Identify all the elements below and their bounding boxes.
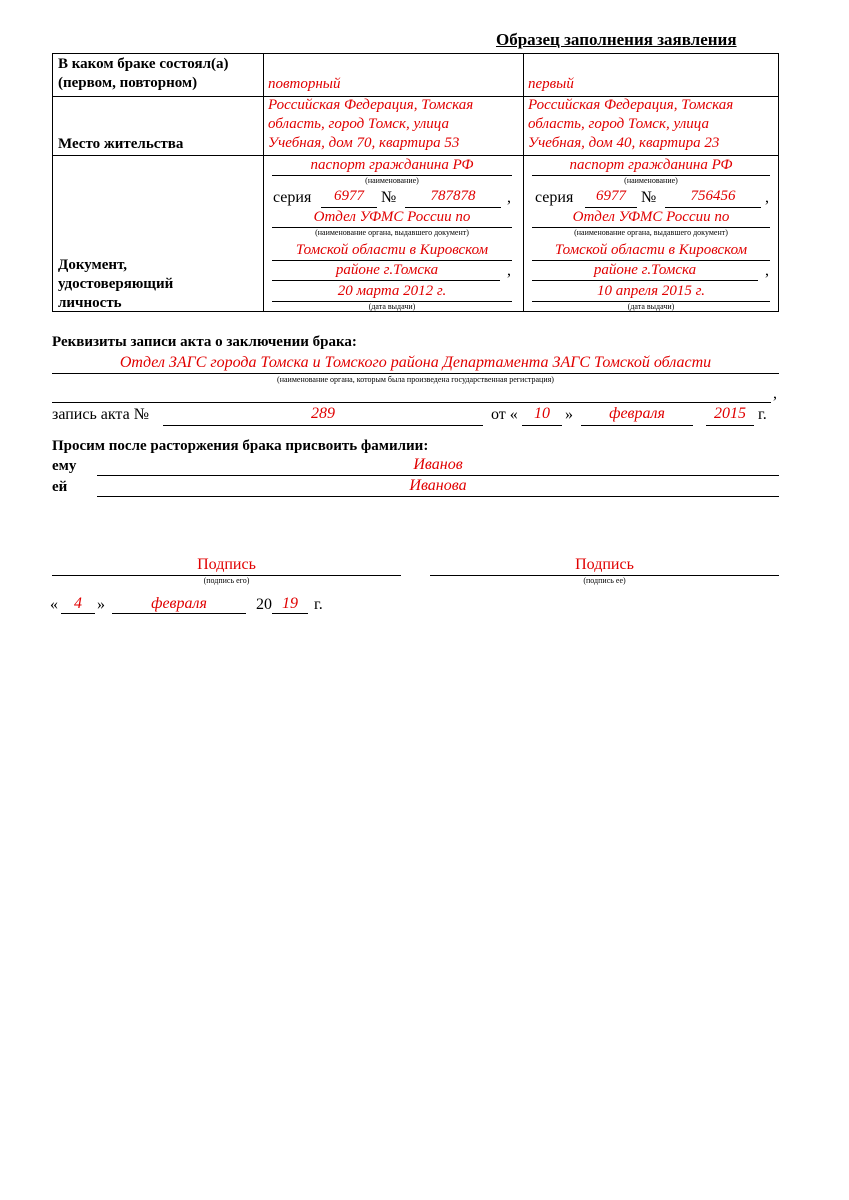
him-address-line: область, город Томск, улица [268, 116, 449, 132]
record-day: 10 [534, 405, 550, 422]
her-issuer-comma: , [765, 262, 769, 279]
her-issuer-line2: Томской области в Кировском [554, 242, 748, 258]
marriage-type-sublabel: (первом, повторном) [58, 75, 198, 91]
record-from-label: от « [491, 406, 518, 423]
record-number-label: запись акта № [52, 406, 149, 423]
registration-authority: Отдел ЗАГС города Томска и Томского района Департамента ЗАГС Томской области [119, 354, 712, 371]
marriage-record-heading: Реквизиты записи акта о заключении брака: [52, 334, 357, 350]
page-title: Образец заполнения заявления [496, 30, 737, 49]
him-issuer-line3: районе г.Томска [335, 262, 439, 278]
him-series-label: серия [273, 189, 312, 206]
her-issuer-line1: Отдел УФМС России по [572, 209, 730, 225]
him-signature: Подпись [197, 556, 256, 573]
her-date-caption: (дата выдачи) [627, 302, 675, 311]
him-comma: , [507, 189, 511, 206]
him-doc-name-caption: (наименование) [365, 176, 419, 185]
her-issue-date: 10 апреля 2015 г. [597, 283, 705, 299]
record-year-suffix: г. [758, 406, 767, 423]
him-series-value: 6977 [334, 188, 364, 204]
her-surname-label: ей [52, 479, 68, 495]
him-date-caption: (дата выдачи) [368, 302, 416, 311]
her-surname-value: Иванова [409, 477, 467, 494]
him-marriage-value: повторный [268, 76, 341, 92]
him-issuer-caption: (наименование органа, выдавшего документ) [315, 228, 469, 237]
him-number-label: № [381, 189, 397, 206]
date-g: г. [314, 596, 323, 613]
her-marriage-value: первый [528, 76, 574, 92]
id-document-label: личность [58, 295, 122, 311]
her-address-line: Российская Федерация, Томская [528, 97, 734, 113]
record-month: февраля [609, 405, 665, 422]
her-number-label: № [641, 189, 657, 206]
him-address-line: Учебная, дом 70, квартира 53 [268, 135, 460, 151]
record-year: 2015 [714, 405, 746, 422]
him-issue-date: 20 марта 2012 г. [337, 283, 447, 299]
date-close-quote: » [97, 596, 105, 613]
him-issuer-line1: Отдел УФМС России по [313, 209, 471, 225]
him-signature-caption: (подпись его) [203, 576, 250, 585]
her-address-line: область, город Томск, улица [528, 116, 709, 132]
him-issuer-comma: , [507, 262, 511, 279]
registration-authority-caption: (наименование органа, которым была произведена государственная регистрация) [277, 375, 554, 384]
date-year-suffix: 19 [282, 595, 298, 612]
her-signature: Подпись [575, 556, 634, 573]
record-quote-close: » [565, 406, 573, 423]
date-month: февраля [151, 595, 207, 612]
him-surname-value: Иванов [413, 456, 463, 473]
id-document-label: Документ, [58, 257, 128, 273]
date-open-quote: « [50, 596, 58, 613]
her-doc-name: паспорт гражданина РФ [569, 157, 733, 173]
her-signature-caption: (подпись ее) [583, 576, 626, 585]
her-address-line: Учебная, дом 40, квартира 23 [528, 135, 720, 151]
her-issuer-line3: районе г.Томска [593, 262, 697, 278]
her-series-value: 6977 [596, 188, 626, 204]
record-number-value: 289 [311, 405, 335, 422]
her-issuer-caption: (наименование органа, выдавшего документ) [574, 228, 728, 237]
him-surname-label: ему [52, 458, 77, 474]
marriage-type-label: В каком браке состоял(а) [58, 56, 229, 72]
id-document-label: удостоверяющий [58, 276, 174, 292]
him-address-line: Российская Федерация, Томская [268, 97, 474, 113]
authority-comma: , [773, 385, 777, 402]
surnames-heading: Просим после расторжения брака присвоить фамилии: [52, 438, 429, 454]
him-issuer-line2: Томской области в Кировском [295, 242, 489, 258]
her-comma: , [765, 189, 769, 206]
date-day: 4 [74, 595, 82, 612]
her-series-label: серия [535, 189, 574, 206]
her-number-value: 756456 [690, 188, 736, 204]
him-doc-name: паспорт гражданина РФ [310, 157, 474, 173]
date-year-prefix: 20 [256, 596, 272, 613]
residence-label: Место жительства [58, 136, 184, 152]
him-number-value: 787878 [430, 188, 476, 204]
her-doc-name-caption: (наименование) [624, 176, 678, 185]
